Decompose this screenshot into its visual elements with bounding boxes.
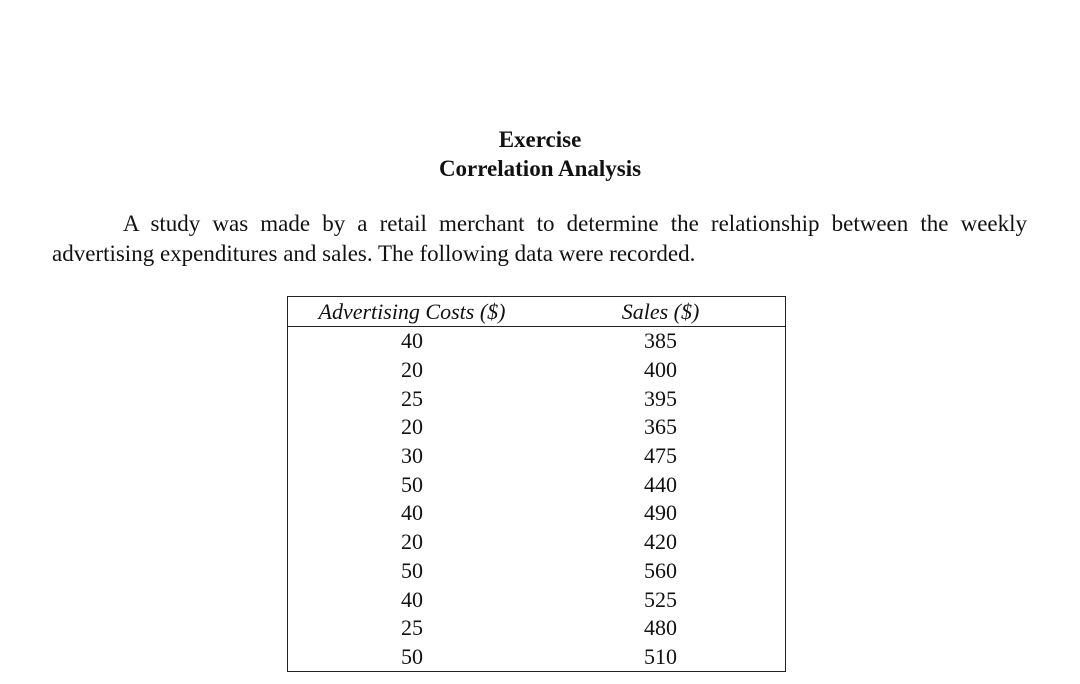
advertising-cost-cell: 50 — [401, 643, 423, 669]
advertising-cost-cell: 25 — [401, 615, 423, 641]
table-row — [288, 356, 786, 385]
table-row — [288, 470, 786, 499]
table-header-row — [288, 297, 786, 327]
column-header-sales: Sales ($) — [536, 297, 786, 327]
table-row — [288, 327, 786, 356]
sales-cell: 400 — [644, 357, 677, 383]
advertising-cost-cell: 50 — [401, 557, 423, 583]
exercise-title: Exercise — [498, 127, 582, 152]
sales-cell: 365 — [644, 414, 677, 440]
advertising-cost-cell: 25 — [401, 385, 423, 411]
sales-cell: 525 — [644, 586, 677, 612]
advertising-cost-cell: 30 — [401, 443, 423, 469]
table-row — [288, 442, 786, 471]
sales-cell: 560 — [644, 557, 677, 583]
table-row — [288, 585, 786, 614]
advertising-cost-cell: 20 — [401, 357, 423, 383]
table-row — [288, 528, 786, 557]
sales-cell: 490 — [644, 500, 677, 526]
table-row — [288, 384, 786, 413]
sales-cell: 395 — [644, 385, 677, 411]
table-row — [288, 557, 786, 586]
sales-cell: 510 — [644, 643, 677, 669]
table-row — [288, 499, 786, 528]
exercise-subtitle: Correlation Analysis — [438, 156, 642, 181]
sales-cell: 385 — [644, 328, 677, 354]
advertising-cost-cell: 40 — [401, 586, 423, 612]
paragraph-line-2: advertising expenditures and sales. The following data were recorded. — [52, 241, 696, 266]
sales-cell: 440 — [644, 471, 677, 497]
sales-cell: 475 — [644, 443, 677, 469]
table-row — [288, 614, 786, 643]
advertising-cost-cell: 40 — [401, 328, 423, 354]
heading — [0, 125, 1080, 183]
advertising-cost-cell: 20 — [401, 529, 423, 555]
paragraph-line-1: A study was made by a retail merchant to determine the relationship between the weekly — [123, 211, 1027, 236]
advertising-cost-cell: 40 — [401, 500, 423, 526]
sales-cell: 480 — [644, 615, 677, 641]
advertising-cost-cell: 20 — [401, 414, 423, 440]
table-row — [288, 413, 786, 442]
advertising-cost-cell: 50 — [401, 471, 423, 497]
problem-paragraph — [52, 209, 1027, 269]
table-row — [288, 643, 786, 672]
data-table — [287, 296, 786, 672]
column-header-advertising-costs: Advertising Costs ($) — [288, 297, 537, 327]
sales-cell: 420 — [644, 529, 677, 555]
